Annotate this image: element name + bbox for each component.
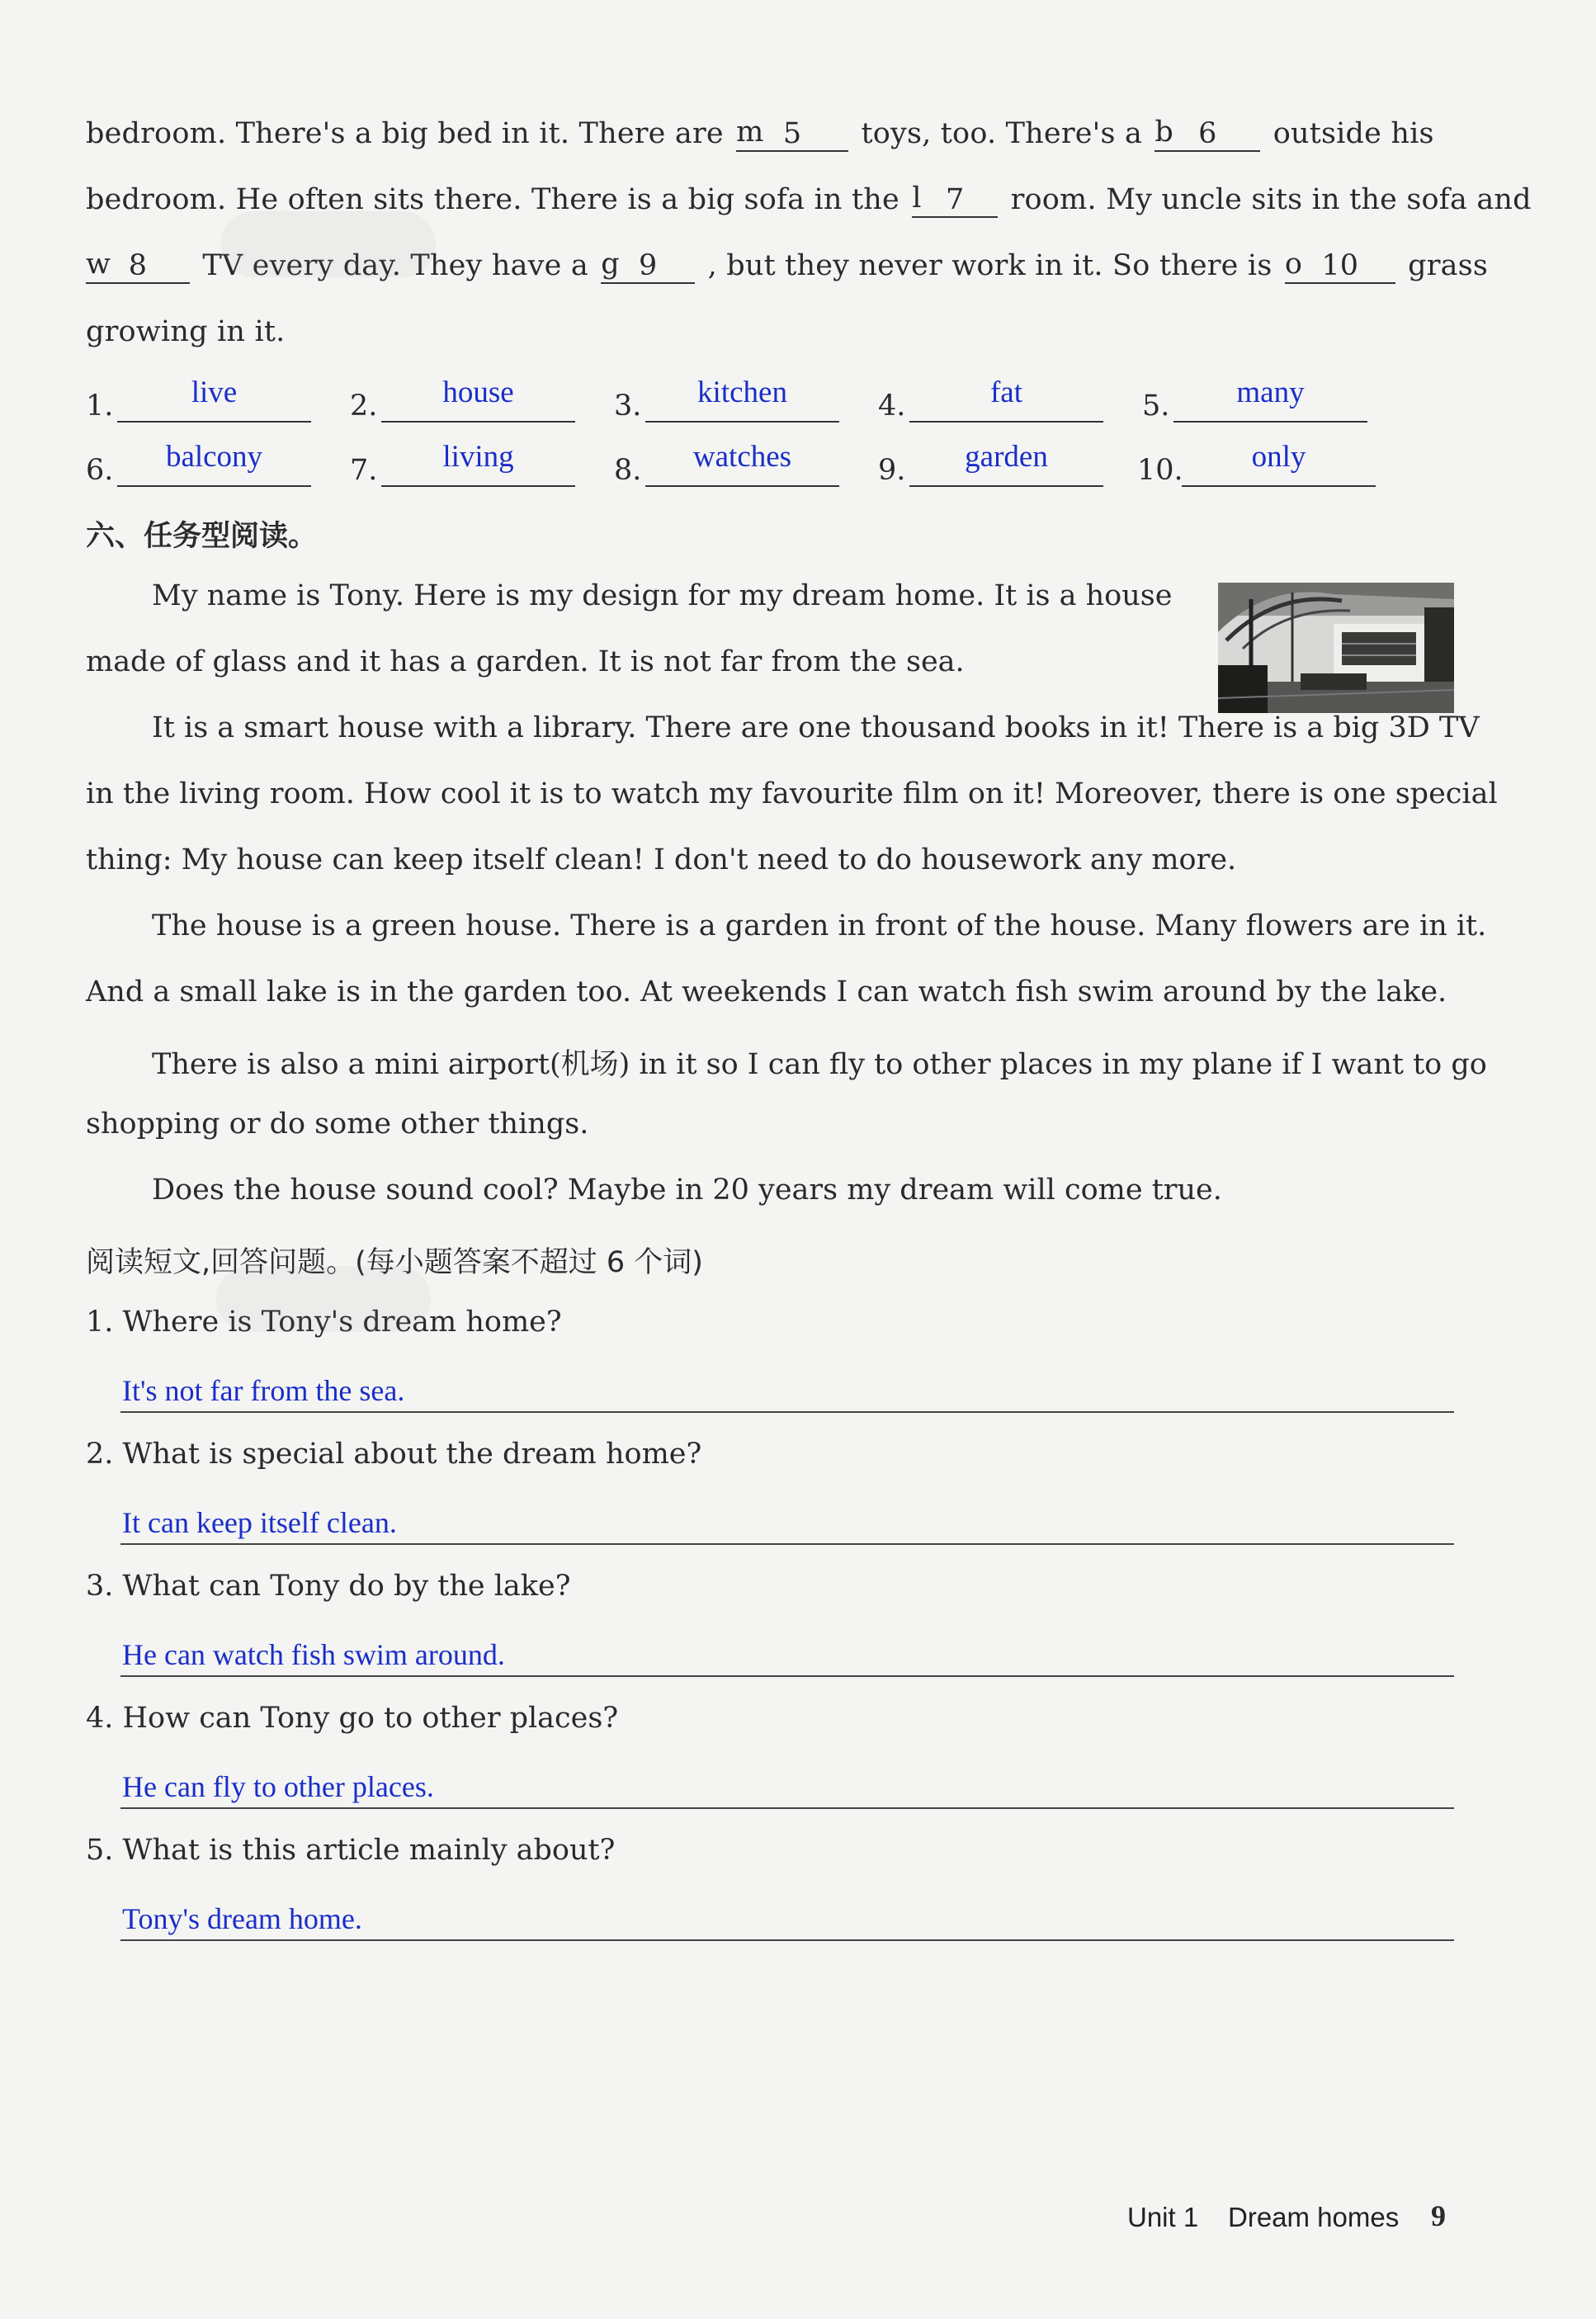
page-number: 9: [1431, 2199, 1446, 2232]
reading-line-2: made of glass and it has a garden. It is not far from the sea.: [86, 645, 965, 678]
answer-number: 3.: [614, 390, 642, 423]
answer-value: watches: [692, 440, 792, 474]
answer-10: [1137, 440, 1340, 487]
reading-line-10: Does the house sound cool? Maybe in 20 years my dream will come true.: [152, 1174, 1222, 1207]
text: TV every day. They have a: [202, 249, 588, 282]
question-4: 4. How can Tony go to other places?: [86, 1702, 619, 1735]
answer-value: fat: [989, 375, 1023, 409]
question-1: 1. Where is Tony's dream home?: [86, 1306, 562, 1339]
answer-4: [878, 376, 1076, 423]
reading-line-1: My name is Tony. Here is my design for my dream home. It is a house: [152, 579, 1173, 612]
answer-value: kitchen: [697, 375, 787, 409]
text: bedroom. There's a big bed in it. There are: [86, 117, 724, 150]
answer-text: It's not far from the sea.: [122, 1374, 405, 1407]
answer-number: 9.: [878, 454, 906, 487]
watermark-mark: [221, 211, 436, 277]
watermark-mark: [216, 1266, 431, 1332]
reading-line-7: And a small lake is in the garden too. At weekends I can watch fish swim around by the lake.: [86, 975, 1447, 1008]
cloze-blank-10: [1285, 249, 1395, 284]
answer-line-1: [120, 1368, 1454, 1413]
blank-letter: m: [736, 116, 764, 149]
answer-text: He can watch fish swim around.: [122, 1638, 505, 1671]
answer-value: only: [1251, 440, 1306, 474]
answer-number: 1.: [86, 390, 114, 423]
answer-number: 7.: [350, 454, 378, 487]
reading-line-6: The house is a green house. There is a garden in front of the house. Many flowers are in it.: [152, 909, 1487, 942]
answer-6: [86, 441, 284, 487]
glass-house-photo: [1218, 583, 1454, 713]
answer-line-4: [120, 1764, 1454, 1809]
answer-text: He can fly to other places.: [122, 1770, 434, 1803]
answer-value: balcony: [165, 440, 263, 474]
blank-letter: o: [1284, 248, 1303, 281]
answer-row-1: [86, 376, 1406, 426]
text: bedroom. He often sits there. There is a big sofa in the: [86, 183, 900, 216]
text: , but they never work in it. So there is: [707, 249, 1273, 282]
reading-line-5: thing: My house can keep itself clean! I don't need to do housework any more.: [86, 843, 1237, 876]
answer-line-3: [120, 1632, 1454, 1677]
answer-number: 5.: [1142, 390, 1170, 423]
answer-value: house: [442, 375, 514, 409]
glass-house-image: [1218, 583, 1454, 713]
blank-number: 10: [1321, 249, 1359, 282]
answer-row-2: [86, 441, 1406, 490]
answer-number: 4.: [878, 390, 906, 423]
text: toys, too. There's a: [861, 117, 1143, 150]
footer-unit: Unit 1: [1127, 2202, 1199, 2232]
answer-5: [1142, 376, 1340, 423]
reading-line-9: shopping or do some other things.: [86, 1108, 589, 1141]
answer-line-2: [120, 1500, 1454, 1545]
passage-line-4: growing in it.: [86, 315, 286, 348]
blank-number: 5: [782, 117, 802, 150]
answer-8: [614, 441, 812, 487]
cloze-blank-8: [86, 249, 190, 284]
answer-9: [878, 441, 1076, 487]
answer-number: 6.: [86, 454, 114, 487]
answer-7: [350, 441, 548, 487]
answer-value: garden: [965, 440, 1048, 474]
blank-letter: l: [912, 182, 922, 215]
reading-line-8: There is also a mini airport(机场) in it so I can fly to other places in my plane if I want to go: [152, 1048, 1487, 1081]
blank-number: 8: [128, 249, 148, 282]
answer-1: [86, 376, 284, 423]
reading-line-3: It is a smart house with a library. There are one thousand books in it! There is a big 3D TV: [152, 711, 1480, 744]
answer-3: [614, 376, 812, 423]
answer-text: It can keep itself clean.: [122, 1506, 397, 1539]
instruction: 阅读短文,回答问题。(每小题答案不超过 6 个词): [86, 1246, 703, 1279]
text: room. My uncle sits in the sofa and: [1010, 183, 1532, 216]
blank-letter: w: [86, 248, 111, 281]
section-heading: 六、任务型阅读。: [86, 520, 318, 553]
question-2: 2. What is special about the dream home?: [86, 1438, 702, 1471]
answer-number: 10.: [1137, 454, 1183, 487]
answer-line-5: [120, 1896, 1454, 1941]
blank-number: 9: [639, 249, 658, 282]
passage-line-1: [86, 117, 1434, 152]
blank-number: 7: [946, 183, 965, 216]
blank-letter: b: [1155, 116, 1173, 149]
text: grass: [1408, 249, 1489, 282]
answer-value: live: [191, 375, 238, 409]
answer-value: living: [442, 440, 514, 474]
answer-text: Tony's dream home.: [122, 1902, 362, 1935]
text: outside his: [1273, 117, 1434, 150]
cloze-blank-5: [736, 117, 848, 152]
cloze-blank-6: [1155, 117, 1260, 152]
answer-number: 8.: [614, 454, 642, 487]
answer-number: 2.: [350, 390, 378, 423]
reading-line-4: in the living room. How cool it is to watch my favourite film on it! Moreover, there is one special: [86, 777, 1498, 810]
question-5: 5. What is this article mainly about?: [86, 1834, 616, 1867]
cloze-blank-7: [912, 183, 998, 218]
blank-number: 6: [1198, 117, 1217, 150]
blank-letter: g: [601, 248, 620, 281]
answer-2: [350, 376, 548, 423]
cloze-blank-9: [601, 249, 695, 284]
answer-value: many: [1236, 375, 1305, 409]
footer-title: Dream homes: [1228, 2202, 1400, 2232]
question-3: 3. What can Tony do by the lake?: [86, 1570, 571, 1603]
